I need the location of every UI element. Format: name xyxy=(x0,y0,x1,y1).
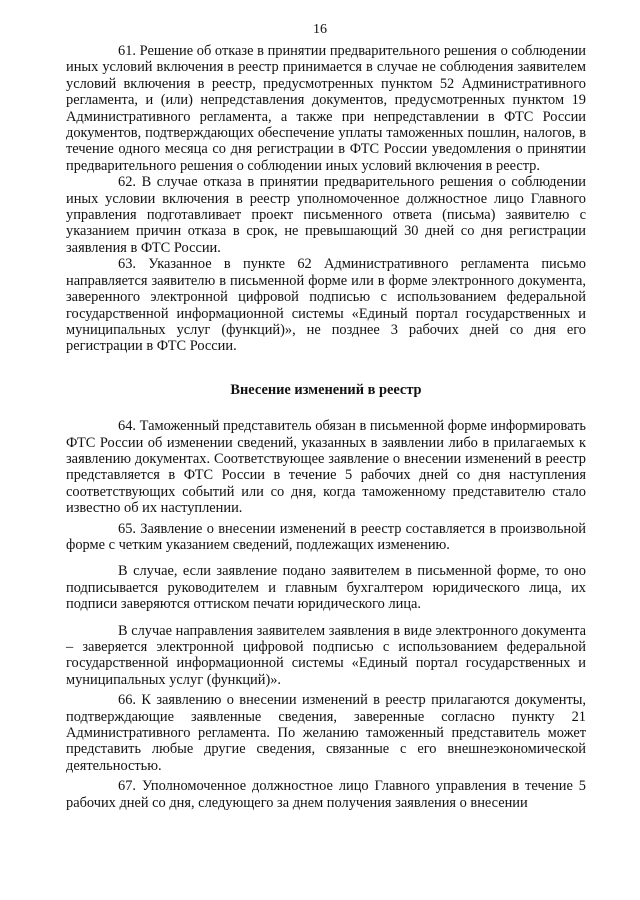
paragraph-65-electronic-clause: В случае направления заявителем заявления в виде электронного документа – заверяется электронной цифровой подписью с использованием федеральной государственной информационной системы «Единый портал государственных и муниципальных услуг (функций)». xyxy=(66,622,586,688)
paragraph-66: 66. К заявлению о внесении изменений в реестр прилагаются документы, подтверждающие заявленные сведения, заверенные согласно пункту 21 Административного регламента. По желанию таможенный представитель может представить любые другие сведения, связанные с его внешнеэкономической деятельностью. xyxy=(66,692,586,774)
document-body xyxy=(66,43,586,811)
section-heading: Внесение изменений в реестр xyxy=(230,381,422,398)
paragraph-62: 62. В случае отказа в принятии предварительного решения о соблюдении иных условии включения в реестр уполномоченное должностное лицо Главного управления подготавливает проект письменного ответа (письма) заявителю с указанием причин отказа в срок, не превышающий 30 дней со дня регистрации заявления в ФТС России. xyxy=(66,174,586,256)
paragraph-65: 65. Заявление о внесении изменений в реестр составляется в произвольной форме с четким указанием сведений, подлежащих изменению. xyxy=(66,520,586,553)
paragraph-64: 64. Таможенный представитель обязан в письменной форме информировать ФТС России об изменении сведений, указанных в заявлении либо в прилагаемых к заявлению документах. Соответствующее заявление о внесении изменений в реестр представляется в ФТС России в течение 5 рабочих дней со дня наступления соответствующих событий или со дня, когда таможенному представителю стало известно об их наступлении. xyxy=(66,418,586,517)
paragraph-67: 67. Уполномоченное должностное лицо Главного управления в течение 5 рабочих дней со дня, следующего за днем получения заявления о внесении xyxy=(66,778,586,811)
paragraph-61: 61. Решение об отказе в принятии предварительного решения о соблюдении иных условий включения в реестр принимается в случае не соблюдения заявителем условий включения в реестр, предусмотренных пунктом 52 Административного регламента, и (или) непредставления документов, предусмотренных пунктом 19 Административного регламента, а также при непредставлении в ФТС России документов, подтверждающих обеспечение уплаты таможенных пошлин, налогов, в течение одного месяца со дня регистрации в ФТС России уведомления о принятии предварительного решения о соблюдении иных условий включения в реестр. xyxy=(66,43,586,174)
page-number: 16 xyxy=(313,22,327,37)
paragraph-63: 63. Указанное в пункте 62 Административного регламента письмо направляется заявителю в письменной форме или в форме электронного документа, заверенного электронной цифровой подписью с использованием федеральной государственной информационной системы «Единый портал государственных и муниципальных услуг (функций)», не позднее 3 рабочих дней со дня его регистрации в ФТС России. xyxy=(66,256,586,355)
paragraph-65-signature-clause: В случае, если заявление подано заявителем в письменной форме, то оно подписывается руководителем и главным бухгалтером юридического лица, их подписи заверяются оттиском печати юридического лица. xyxy=(66,563,586,613)
